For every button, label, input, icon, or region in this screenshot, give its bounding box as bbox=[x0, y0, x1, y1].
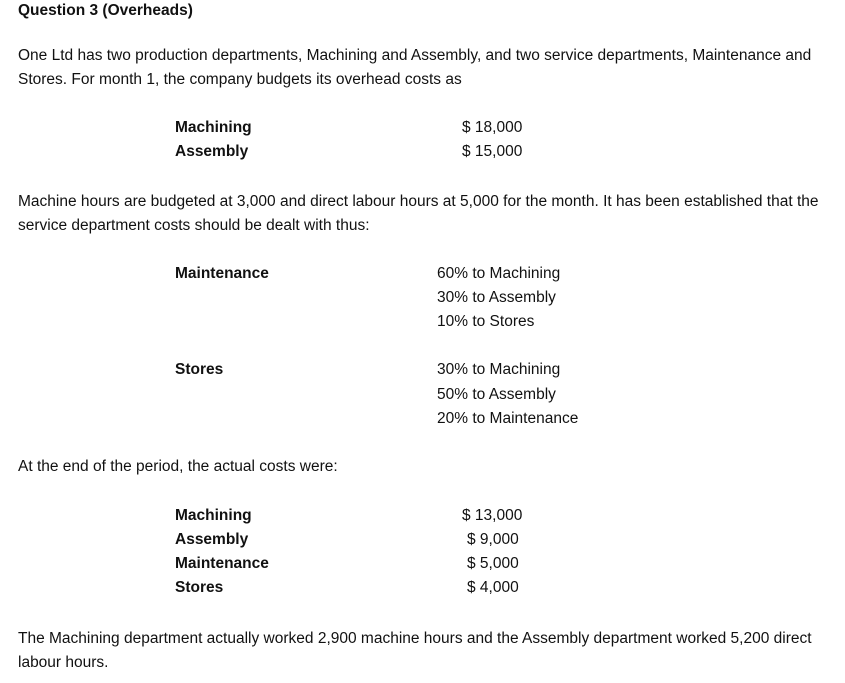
actual-label-maintenance: Maintenance bbox=[175, 555, 269, 572]
service-label-maintenance: Maintenance bbox=[175, 265, 269, 282]
budget-label-machining: Machining bbox=[175, 119, 252, 136]
service-label-stores: Stores bbox=[175, 361, 224, 378]
budget-amount-machining: $ 18,000 bbox=[462, 119, 523, 136]
actual-label-stores: Stores bbox=[175, 579, 224, 596]
budget-label-assembly: Assembly bbox=[175, 143, 249, 160]
budget-amount-assembly: $ 15,000 bbox=[462, 143, 523, 160]
actual-intro: At the end of the period, the actual costs were: bbox=[18, 458, 338, 475]
allocation-item: 60% to Machining bbox=[437, 265, 561, 282]
allocation-item: 20% to Maintenance bbox=[437, 410, 579, 427]
allocation-item: 10% to Stores bbox=[437, 313, 535, 330]
allocation-item: 30% to Assembly bbox=[437, 289, 556, 306]
actual-amount-maintenance: $ 5,000 bbox=[467, 555, 519, 572]
actual-amount-stores: $ 4,000 bbox=[467, 579, 519, 596]
actual-amount-machining: $ 13,000 bbox=[462, 507, 523, 524]
actual-label-machining: Machining bbox=[175, 507, 252, 524]
closing-paragraph: The Machining department actually worked 2,900 machine hours and the Assembly department worked 5,200 direct labour hours. bbox=[18, 630, 812, 671]
question-title: Question 3 (Overheads) bbox=[18, 2, 193, 19]
actual-label-assembly: Assembly bbox=[175, 531, 249, 548]
intro-paragraph: One Ltd has two production departments, Machining and Assembly, and two service departments, Maintenance and Stores. For month 1, the company budgets its overhead costs as bbox=[18, 47, 812, 88]
hours-paragraph: Machine hours are budgeted at 3,000 and direct labour hours at 5,000 for the month. It has been established that the service department costs should be dealt with thus: bbox=[18, 193, 819, 234]
allocation-item: 30% to Machining bbox=[437, 361, 561, 378]
actual-amount-assembly: $ 9,000 bbox=[467, 531, 519, 548]
allocation-item: 50% to Assembly bbox=[437, 386, 556, 403]
